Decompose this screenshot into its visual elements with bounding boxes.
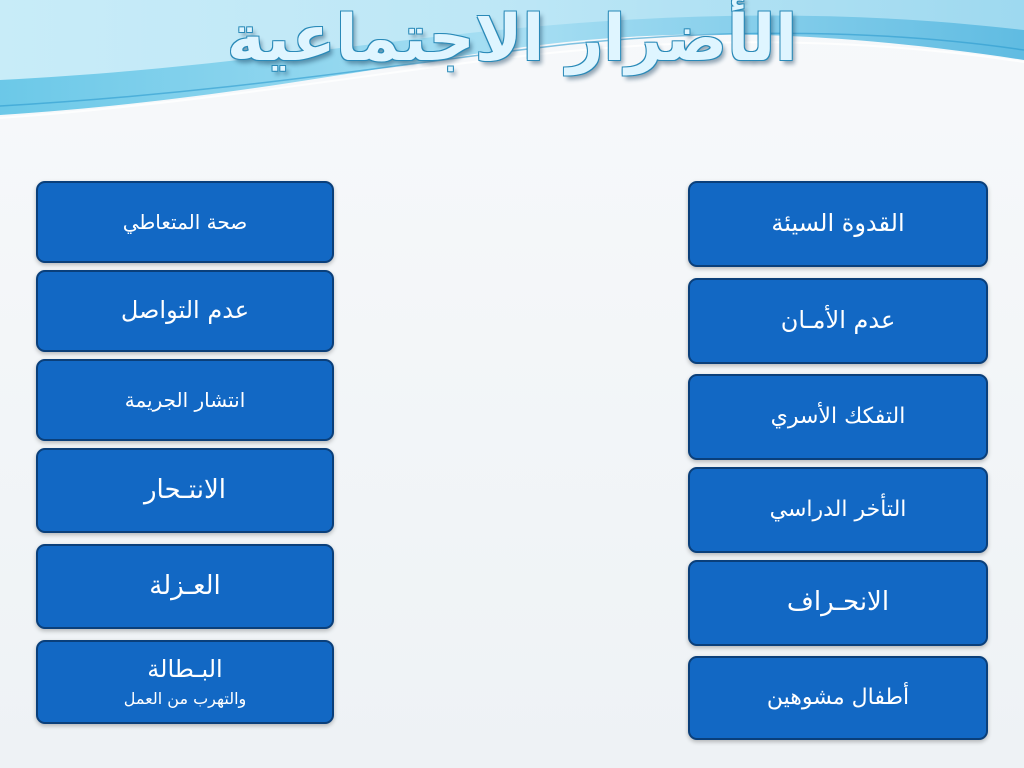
left-item-3 [36,359,334,441]
left-item-5 [36,544,334,629]
right-item-4 [688,467,988,553]
right-item-6-label: أطفال مشوهين [766,685,910,711]
right-item-1 [688,181,988,267]
left-item-1-label: صحة المتعاطي [122,209,248,234]
left-item-4-label: الانتـحار [144,474,227,505]
left-item-6-label: البـطالة [147,655,223,683]
right-item-2 [688,278,988,364]
right-item-6 [688,656,988,740]
left-item-5-label: العـزلة [149,570,221,601]
left-item-6-sublabel: والتهرب من العمل [123,688,247,708]
right-item-2-label: عدم الأمـان [780,306,896,335]
page-title: الأضرار الاجتماعية [226,2,798,76]
right-item-3-label: التفكك الأسري [770,404,906,430]
right-item-4-label: التأخر الدراسي [769,497,907,523]
right-item-3 [688,374,988,460]
left-item-1 [36,181,334,263]
right-item-5-label: الانحـراف [786,587,890,618]
left-item-6 [36,640,334,724]
right-item-5 [688,560,988,646]
left-item-3-label: انتشار الجريمة [124,387,246,412]
right-item-1-label: القدوة السيئة [771,209,905,238]
left-item-2-label: عدم التواصل [120,296,250,325]
left-item-4 [36,448,334,533]
left-item-2 [36,270,334,352]
